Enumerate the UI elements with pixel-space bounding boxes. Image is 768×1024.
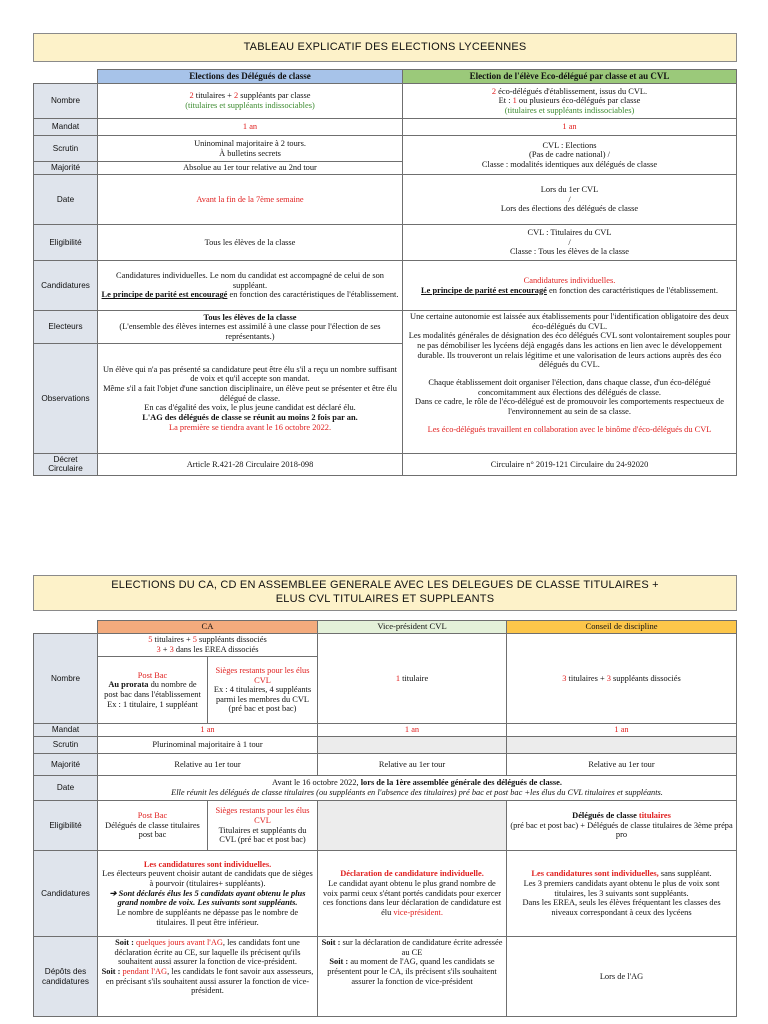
cell-majorite-delegues: Absolue au 1er tour relative au 2nd tour <box>98 162 403 175</box>
cell-nombre-ca: 5 titulaires + 5 suppléants dissociés 3 + 3 dans les EREA dissociés <box>98 634 318 657</box>
corner-cell <box>34 621 98 634</box>
table2-title: ELECTIONS DU CA, CD EN ASSEMBLEE GENERALE AVEC LES DELEGUES DE CLASSE TITULAIRES + ELUS CVL TITULAIRES ET SUPPLEANTS <box>33 575 737 611</box>
table1-title: TABLEAU EXPLICATIF DES ELECTIONS LYCEENNES <box>33 33 737 62</box>
row-candidatures <box>34 261 737 311</box>
row-label: Date <box>34 776 98 801</box>
cell-date-eco: Lors du 1er CVL / Lors des élections des délégués de classe <box>403 175 737 225</box>
row-candidatures <box>34 851 737 937</box>
arrow-icon: ➔ <box>109 888 119 898</box>
row-label: Nombre <box>34 634 98 724</box>
cell-depots-vp: Soit : sur la déclaration de candidature écrite adressée au CE Soit : au moment de l'AG, quand les candidats se présentent pour le CA, ils précisent s'ils souhaitent assurer la fonction de vice-président <box>318 937 507 1017</box>
cell-decret-delegues: Article R.421-28 Circulaire 2018-098 <box>98 454 403 476</box>
row-date <box>34 776 737 801</box>
row-electeurs <box>34 311 737 344</box>
row-label: Nombre <box>34 84 98 119</box>
cell-scrutin-ca: Plurinominal majoritaire à 1 tour <box>98 737 318 754</box>
cell-majorite-vp: Relative au 1er tour <box>318 754 507 776</box>
row-label: Scrutin <box>34 737 98 754</box>
row-date <box>34 175 737 225</box>
cell-electeurs-observations-eco: Une certaine autonomie est laissée aux établissements pour l'identification obligatoire des deux éco-délégués du CVL. Les modalités générales de désignation des éco délégués CVL sont volontairement souples pour ne pas démobiliser les lycéens déjà engagés dans les actions en lien avec le développement durable. Ils trouveront un relais légitime et une valorisation de leurs actions auprès des éco délégués du CVL. Chaque établissement doit organiser l'élection, dans chaque classe, d'un éco-délégué concomitamment aux élections des délégués de classe. Dans ce cadre, le rôle de l'éco-délégué est de promouvoir les comportements respectueux de l'environnement au sein de sa classe. Les éco-délégués travaillent en collaboration avec le binôme d'éco-délégués du CVL <box>403 311 737 454</box>
cell-eligibilite-sieges-cvl: Sièges restants pour les élus CVL Titulaires et suppléants du CVL (pré bac et post bac) <box>208 801 318 851</box>
cell-nombre-vp: 1 titulaire <box>318 634 507 724</box>
row-label: Eligibilité <box>34 801 98 851</box>
row-label: Observations <box>34 344 98 454</box>
cell-nombre-eco: 2 éco-délégués d'établissement, issus du CVL. Et : 1 ou plusieurs éco-délégués par classe (titulaires et suppléants indissociables) <box>403 84 737 119</box>
cell-eligibilite-cd: Délégués de classe titulaires (pré bac et post bac) + Délégués de classe titulaires de 3ème prépa pro <box>507 801 737 851</box>
row-nombre <box>34 634 737 657</box>
cell-decret-eco: Circulaire n° 2019-121 Circulaire du 24-92020 <box>403 454 737 476</box>
cell-eligibilite-post-bac: Post Bac Délégués de classe titulaires post bac <box>98 801 208 851</box>
cell-nombre-post-bac: Post Bac Au prorata du nombre de post bac dans l'établissement Ex : 1 titulaire, 1 suppléant <box>98 657 208 724</box>
header-delegues: Elections des Délégués de classe <box>98 70 403 84</box>
cell-date-delegues: Avant la fin de la 7ème semaine <box>98 175 403 225</box>
row-label: Mandat <box>34 119 98 136</box>
row-label: Eligibilité <box>34 225 98 261</box>
cell-mandat-cd: 1 an <box>507 724 737 737</box>
row-mandat <box>34 119 737 136</box>
row-depots <box>34 937 737 1017</box>
cell-nombre-delegues: 2 titulaires + 2 suppléants par classe (titulaires et suppléants indissociables) <box>98 84 403 119</box>
cell-depots-ca: Soit : quelques jours avant l'AG, les candidats font une déclaration écrite au CE, sur laquelle ils précisent qu'ils souhaitent aussi assurer la fonction de vice-président. Soit : pendant l'AG, les candidats le font savoir aux assesseurs, en précisant s'ils souhaitent aussi assurer la fonction de vice-président. <box>98 937 318 1017</box>
row-label: Electeurs <box>34 311 98 344</box>
row-eligibilite <box>34 225 737 261</box>
cell-scrutin-eco: CVL : Elections (Pas de cadre national) / Classe : modalités identiques aux délégués de classe <box>403 136 737 175</box>
cell-scrutin-delegues: Uninominal majoritaire à 2 tours. À bulletins secrets <box>98 136 403 162</box>
cell-mandat-ca: 1 an <box>98 724 318 737</box>
cell-scrutin-cd <box>507 737 737 754</box>
row-label: Candidatures <box>34 261 98 311</box>
cell-candidatures-delegues: Candidatures individuelles. Le nom du candidat est accompagné de celui de son suppléant. Le principe de parité est encouragé en fonction des caractéristiques de l'établissement. <box>98 261 403 311</box>
row-label: Date <box>34 175 98 225</box>
row-decret <box>34 454 737 476</box>
row-mandat <box>34 724 737 737</box>
row-nombre <box>34 84 737 119</box>
cell-scrutin-vp <box>318 737 507 754</box>
cell-majorite-cd: Relative au 1er tour <box>507 754 737 776</box>
row-label: Dépôts des candidatures <box>34 937 98 1017</box>
row-label: Majorité <box>34 754 98 776</box>
corner-cell <box>34 70 98 84</box>
elections-table <box>33 69 737 476</box>
header-ca: CA <box>98 621 318 634</box>
ca-cd-table <box>33 620 737 1017</box>
header-conseil-discipline: Conseil de discipline <box>507 621 737 634</box>
header-eco-delegue: Election de l'élève Eco-délégué par classe et au CVL <box>403 70 737 84</box>
cell-majorite-ca: Relative au 1er tour <box>98 754 318 776</box>
cell-candidatures-eco: Candidatures individuelles. Le principe de parité est encouragé en fonction des caractéristiques de l'établissement. <box>403 261 737 311</box>
cell-candidatures-vp: Déclaration de candidature individuelle. Le candidat ayant obtenu le plus grand nombre de voix parmi ceux s'étant portés candidats pour exercer ces fonctions dans leur déclaration de candidature est élu vice-président. <box>318 851 507 937</box>
row-label: Candidatures <box>34 851 98 937</box>
row-scrutin <box>34 737 737 754</box>
cell-eligibilite-delegues: Tous les élèves de la classe <box>98 225 403 261</box>
cell-eligibilite-vp <box>318 801 507 851</box>
cell-nombre-sieges-cvl: Sièges restants pour les élus CVL Ex : 4 titulaires, 4 suppléants parmi les membres du CVL (pré bac et post bac) <box>208 657 318 724</box>
cell-mandat-delegues: 1 an <box>98 119 403 136</box>
row-eligibilite <box>34 801 737 851</box>
cell-nombre-cd: 3 titulaires + 3 suppléants dissociés <box>507 634 737 724</box>
cell-electeurs-delegues: Tous les élèves de la classe (L'ensemble des élèves internes est assimilé à une classe pour l'élection de ses représentants.) <box>98 311 403 344</box>
cell-mandat-vp: 1 an <box>318 724 507 737</box>
row-majorite <box>34 754 737 776</box>
row-scrutin <box>34 136 737 162</box>
row-label: Majorité <box>34 162 98 175</box>
row-label: Scrutin <box>34 136 98 162</box>
cell-date: Avant le 16 octobre 2022, lors de la 1ère assemblée générale des délégués de classe. Elle réunit les délégués de classe titulaires (ou suppléants en l'absence des titulaires) pré bac et post bac +les élus du CVL titulaires et suppléants. <box>98 776 737 801</box>
cell-eligibilite-eco: CVL : Titulaires du CVL / Classe : Tous les élèves de la classe <box>403 225 737 261</box>
cell-mandat-eco: 1 an <box>403 119 737 136</box>
header-vice-president: Vice-président CVL <box>318 621 507 634</box>
cell-observations-delegues: Un élève qui n'a pas présenté sa candidature peut être élu s'il a reçu un nombre suffisant de voix et qu'il accepte son mandat. Même s'il a fait l'objet d'une sanction disciplinaire, un élève peut se présenter et être élu délégué de classe. En cas d'égalité des voix, le plus jeune candidat est déclaré élu. L'AG des délégués de classe se réunit au moins 2 fois par an. La première se tiendra avant le 16 octobre 2022. <box>98 344 403 454</box>
row-label: Décret Circulaire <box>34 454 98 476</box>
cell-candidatures-ca: Les candidatures sont individuelles. Les électeurs peuvent choisir autant de candidats que de sièges à pourvoir (titulaires+ suppléants). ➔ Sont déclarés élus les 5 candidats ayant obtenu le plus grand nombre de voix. Les suivants sont suppléants. Le nombre de suppléants ne dépasse pas le nombre de titulaires. Il peut être inférieur. <box>98 851 318 937</box>
cell-candidatures-cd: Les candidatures sont individuelles, sans suppléant. Les 3 premiers candidats ayant obtenu le plus de voix sont titulaires, les 3 suivants sont suppléants. Dans les EREA, seuls les élèves fréquentant les classes des niveaux correspondant à ceux des lycéens <box>507 851 737 937</box>
row-label: Mandat <box>34 724 98 737</box>
cell-depots-cd: Lors de l'AG <box>507 937 737 1017</box>
